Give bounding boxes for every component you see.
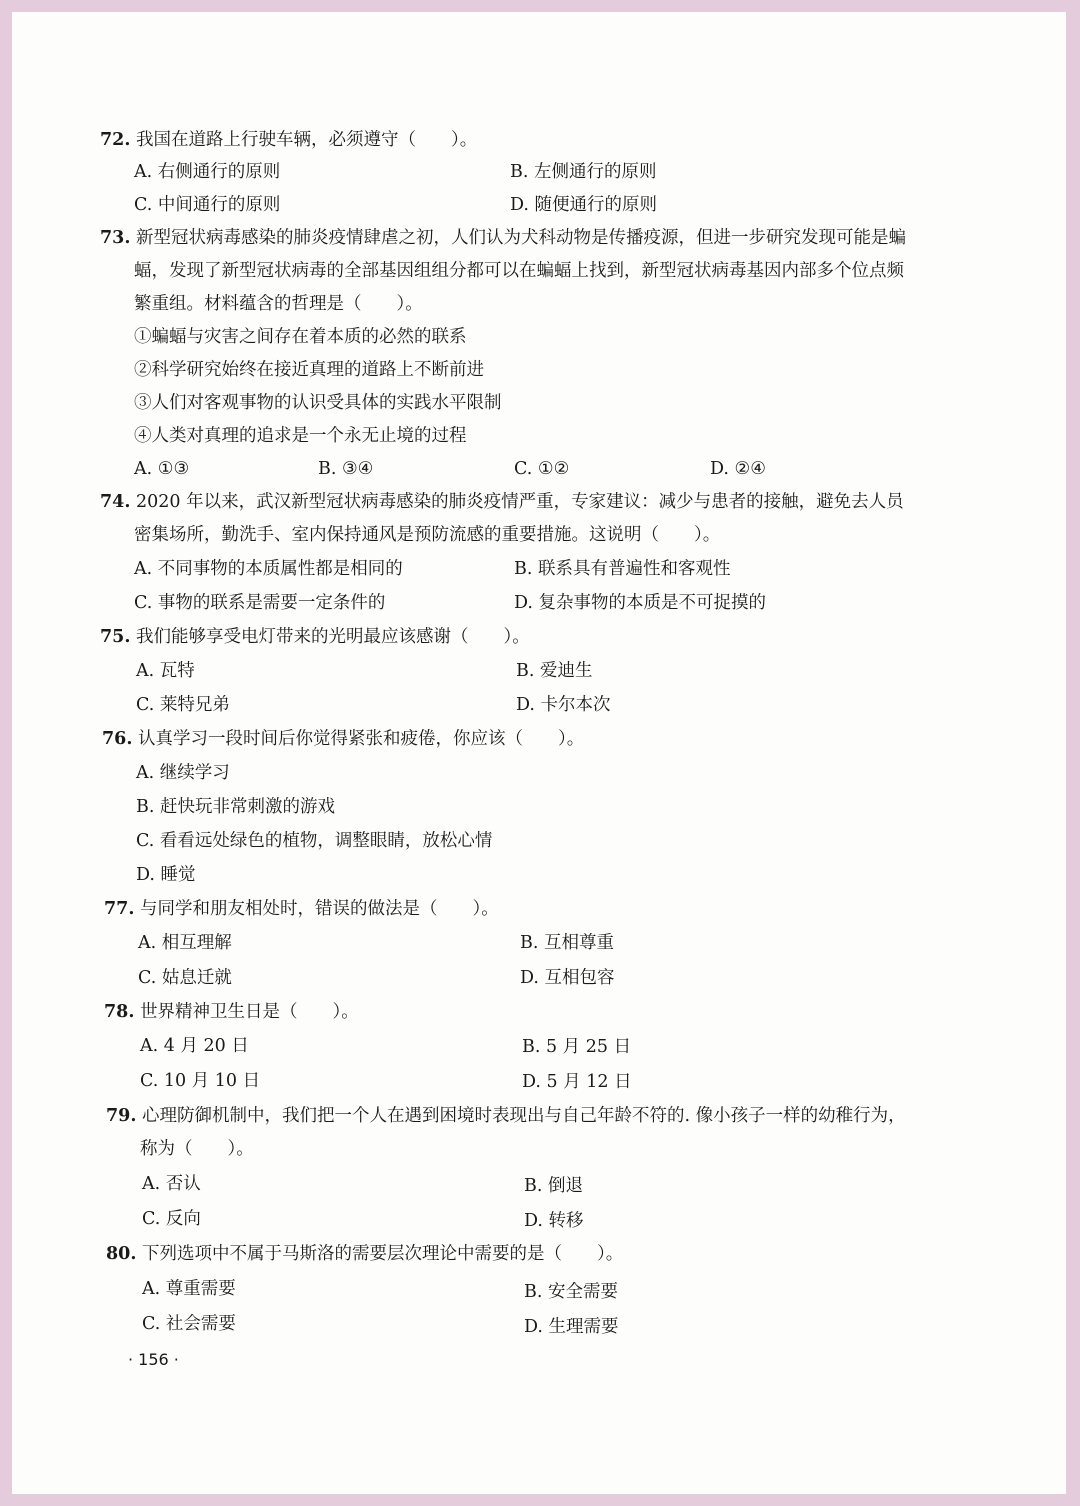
option-a: A. 右侧通行的原则 <box>134 162 281 182</box>
option-c: C. 10 月 10 日 <box>140 1071 261 1091</box>
question-78 <box>104 996 359 1029</box>
question-73 <box>100 222 906 255</box>
statement-4: ④人类对真理的追求是一个永无止境的过程 <box>134 426 467 446</box>
question-text: 下列选项中不属于马斯洛的需要层次理论中需要的是（ ）。 <box>142 1244 624 1264</box>
question-number: 80. <box>106 1244 137 1264</box>
question-74 <box>100 486 904 519</box>
option-b: B. 安全需要 <box>524 1282 618 1302</box>
statement-2: ②科学研究始终在接近真理的道路上不断前进 <box>134 360 484 380</box>
question-number: 76. <box>102 729 133 749</box>
question-72 <box>100 124 477 157</box>
option-b: B. 互相尊重 <box>520 933 614 953</box>
option-a: A. 相互理解 <box>138 933 232 953</box>
question-text: 心理防御机制中，我们把一个人在遇到困境时表现出与自己年龄不符的. 像小孩子一样的幼稚行为， <box>142 1106 906 1126</box>
option-c: C. 姑息迁就 <box>138 968 232 988</box>
question-75 <box>100 621 530 654</box>
option-c: C. ①② <box>514 459 570 479</box>
option-d: D. ②④ <box>710 459 766 479</box>
question-number: 79. <box>106 1106 137 1126</box>
question-text-line-3: 繁重组。材料蕴含的哲理是（ ）。 <box>134 294 423 314</box>
question-79 <box>106 1100 906 1133</box>
option-c: C. 中间通行的原则 <box>134 195 281 215</box>
question-number: 78. <box>104 1002 135 1022</box>
option-c: C. 事物的联系是需要一定条件的 <box>134 593 386 613</box>
option-b: B. 5 月 25 日 <box>522 1037 632 1057</box>
question-text: 2020 年以来，武汉新型冠状病毒感染的肺炎疫情严重，专家建议：减少与患者的接触，避免去人员 <box>136 492 904 512</box>
textbook-page <box>12 12 1066 1494</box>
option-b: B. 倒退 <box>524 1176 583 1196</box>
question-text: 与同学和朋友相处时，错误的做法是（ ）。 <box>140 899 499 919</box>
question-number: 77. <box>104 899 135 919</box>
question-80 <box>106 1238 623 1271</box>
option-d: D. 5 月 12 日 <box>522 1072 632 1092</box>
question-number: 75. <box>100 627 131 647</box>
option-a: A. ①③ <box>134 459 190 479</box>
question-number: 74. <box>100 492 131 512</box>
question-text: 我们能够享受电灯带来的光明最应该感谢（ ）。 <box>136 627 530 647</box>
option-a: A. 4 月 20 日 <box>140 1036 249 1056</box>
option-a: A. 继续学习 <box>136 763 230 783</box>
option-b: B. ③④ <box>318 459 374 479</box>
question-77 <box>104 893 499 926</box>
option-c: C. 反向 <box>142 1209 201 1229</box>
statement-1: ①蝙蝠与灾害之间存在着本质的必然的联系 <box>134 327 467 347</box>
statement-3: ③人们对客观事物的认识受具体的实践水平限制 <box>134 393 502 413</box>
option-b: B. 左侧通行的原则 <box>510 162 657 182</box>
option-c: C. 莱特兄弟 <box>136 695 230 715</box>
option-c: C. 看看远处绿色的植物，调整眼睛，放松心情 <box>136 831 493 851</box>
option-d: D. 卡尔本次 <box>516 695 611 715</box>
question-text-line-2: 称为（ ）。 <box>140 1139 254 1159</box>
option-b: B. 联系具有普遍性和客观性 <box>514 559 731 579</box>
option-a: A. 尊重需要 <box>142 1279 236 1299</box>
question-text-line-2: 蝠，发现了新型冠状病毒的全部基因组组分都可以在蝙蝠上找到，新型冠状病毒基因内部多个位点频 <box>134 261 904 281</box>
option-d: D. 复杂事物的本质是不可捉摸的 <box>514 593 767 613</box>
option-b: B. 爱迪生 <box>516 661 593 681</box>
option-b: B. 赶快玩非常刺激的游戏 <box>136 797 335 817</box>
option-d: D. 生理需要 <box>524 1317 619 1337</box>
question-76 <box>102 723 584 756</box>
option-a: A. 不同事物的本质属性都是相同的 <box>134 559 403 579</box>
option-d: D. 随便通行的原则 <box>510 195 658 215</box>
option-d: D. 睡觉 <box>136 865 196 885</box>
option-a: A. 瓦特 <box>136 661 195 681</box>
page-number: · 156 · <box>128 1350 179 1369</box>
question-text-line-2: 密集场所，勤洗手、室内保持通风是预防流感的重要措施。这说明（ ）。 <box>134 525 721 545</box>
question-text: 世界精神卫生日是（ ）。 <box>140 1002 359 1022</box>
option-c: C. 社会需要 <box>142 1314 236 1334</box>
option-d: D. 转移 <box>524 1211 584 1231</box>
question-text: 新型冠状病毒感染的肺炎疫情肆虐之初，人们认为犬科动物是传播疫源，但进一步研究发现可能是蝙 <box>136 228 907 248</box>
question-number: 73. <box>100 228 131 248</box>
option-d: D. 互相包容 <box>520 968 615 988</box>
option-a: A. 否认 <box>142 1174 201 1194</box>
question-text: 认真学习一段时间后你觉得紧张和疲倦，你应该（ ）。 <box>138 729 585 749</box>
question-text: 我国在道路上行驶车辆，必须遵守（ ）。 <box>136 130 478 150</box>
question-number: 72. <box>100 130 131 150</box>
